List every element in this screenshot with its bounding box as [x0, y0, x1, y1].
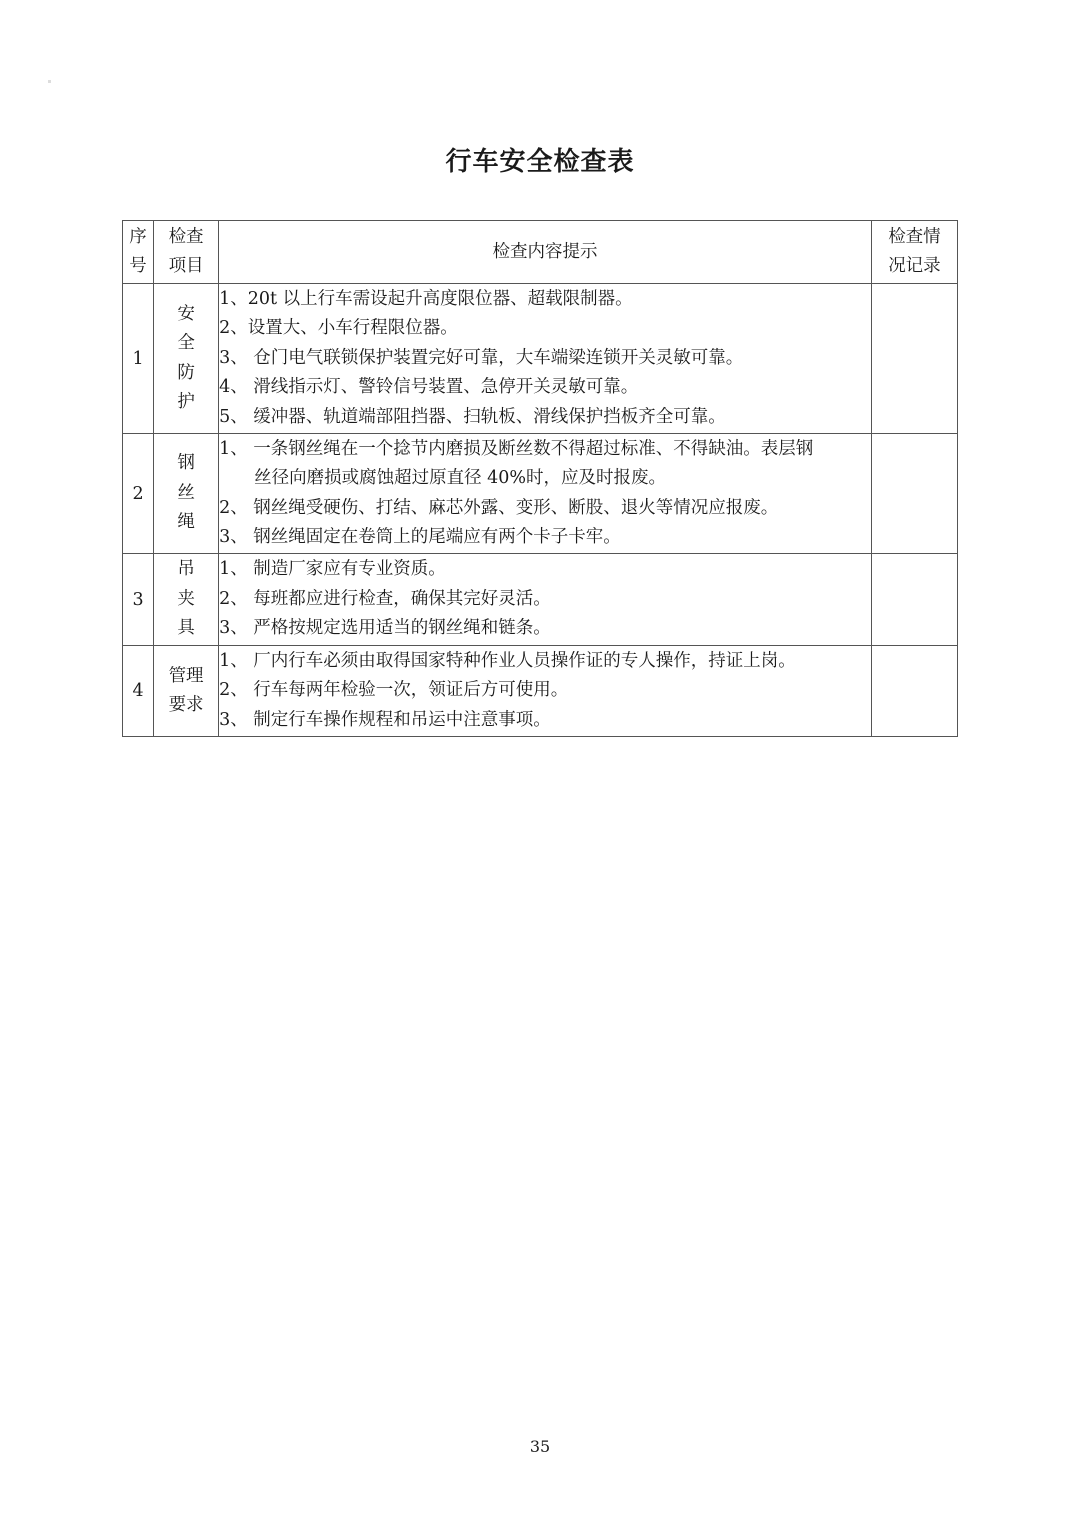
content-line: 5、 缓冲器、轨道端部阻挡器、扫轨板、滑线保护挡板齐全可靠。 — [219, 406, 726, 427]
content-line: 1、 一条钢丝绳在一个捻节内磨损及断丝数不得超过标准、不得缺油。表层钢 — [219, 438, 814, 459]
row-no: 1 — [123, 284, 154, 434]
page-number: 35 — [529, 1437, 551, 1456]
table-row — [123, 434, 958, 554]
table-row — [123, 554, 958, 646]
header-content: 检查内容提示 — [219, 221, 872, 284]
row-item: 管理要求 — [154, 646, 219, 737]
content-line: 2、 钢丝绳受硬伤、打结、麻芯外露、变形、断股、退火等情况应报废。 — [219, 497, 779, 518]
row-item: 吊夹具 — [154, 554, 219, 646]
row-item: 安全防护 — [154, 284, 219, 434]
content-line: 1、 制造厂家应有专业资质。 — [219, 559, 446, 580]
header-no: 序号 — [123, 221, 154, 284]
row-no: 2 — [123, 434, 154, 554]
content-line: 1、 厂内行车必须由取得国家特种作业人员操作证的专人操作，持证上岗。 — [219, 650, 796, 671]
row-content — [219, 646, 872, 737]
row-content — [219, 434, 872, 554]
row-content — [219, 284, 872, 434]
table-row — [123, 284, 958, 434]
content-line: 2、 行车每两年检验一次，领证后方可使用。 — [219, 680, 569, 701]
row-content — [219, 554, 872, 646]
content-line: 2、 每班都应进行检查，确保其完好灵活。 — [219, 588, 551, 609]
content-line: 4、 滑线指示灯、警铃信号装置、急停开关灵敏可靠。 — [219, 377, 639, 398]
header-record: 检查情况记录 — [871, 221, 957, 284]
table-row — [123, 646, 958, 737]
row-record — [871, 646, 957, 737]
page-title: 行车安全检查表 — [445, 147, 635, 177]
content-line: 丝径向磨损或腐蚀超过原直径 40%时，应及时报废。 — [254, 468, 667, 488]
row-no: 4 — [123, 646, 154, 737]
inspection-table — [122, 220, 958, 737]
row-record — [871, 434, 957, 554]
row-record — [871, 554, 957, 646]
table-header-row — [123, 221, 958, 284]
content-line: 1、20t 以上行车需设起升高度限位器、超载限制器。 — [219, 288, 633, 309]
scan-speck — [48, 80, 51, 83]
row-no: 3 — [123, 554, 154, 646]
content-line: 3、 钢丝绳固定在卷筒上的尾端应有两个卡子卡牢。 — [219, 527, 621, 547]
content-line: 3、 严格按规定选用适当的钢丝绳和链条。 — [219, 618, 551, 639]
row-item: 钢丝绳 — [154, 434, 219, 554]
row-record — [871, 284, 957, 434]
content-line: 3、 制定行车操作规程和吊运中注意事项。 — [219, 709, 551, 730]
content-line: 3、 仓门电气联锁保护装置完好可靠，大车端梁连锁开关灵敏可靠。 — [219, 347, 744, 368]
content-line: 2、设置大、小车行程限位器。 — [219, 318, 458, 339]
header-item: 检查项目 — [154, 221, 219, 284]
